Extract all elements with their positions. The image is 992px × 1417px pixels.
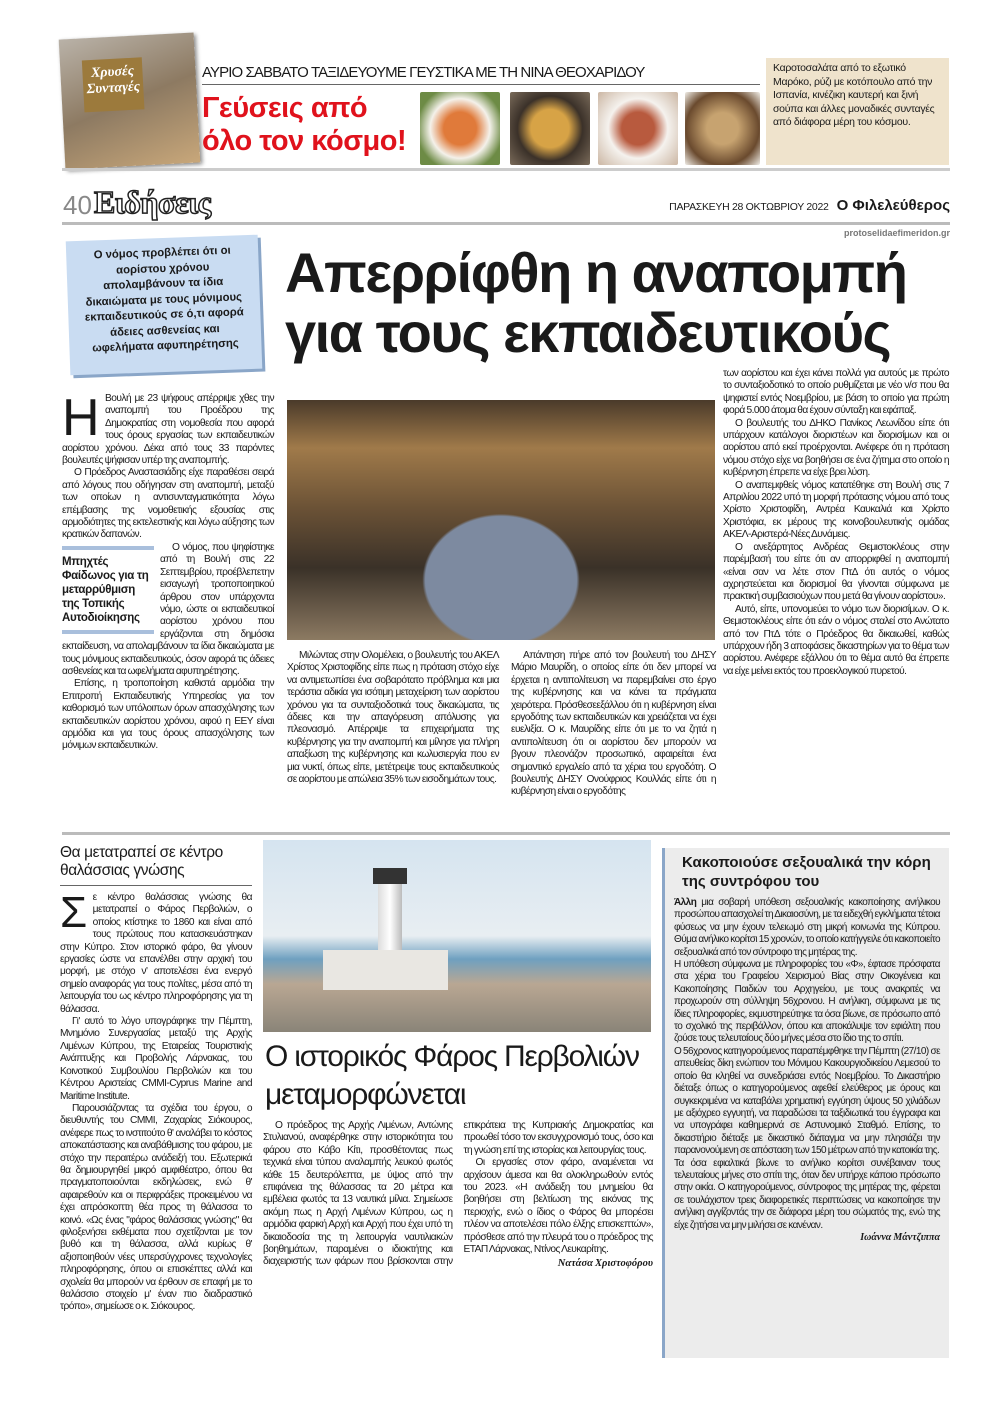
main-headline-line2: για τους εκπαιδευτικούς bbox=[285, 301, 891, 364]
paragraph: Οι εργασίες στον φάρο, αναμένεται να αρχίσουν άμεσα και θα ολοκληρωθούν εντός του 2023. «Η ανάδειξη του μνημείου θα βοηθήσει στη βελτίωση της εικόνας της περιοχής, ενώ ο ίδιος ο Φάρος θα μπορέσει πλέον να αποτελέσει πόλο έλξης επισκεπτών», πρόσθεσε από την πλευρά του ο πρόεδρος της ΕΤΑΠ Λάρνακας, Ντίνος Λευκαρίτης. bbox=[463, 1157, 653, 1256]
banner-headline bbox=[202, 92, 406, 158]
main-article-column-1 bbox=[62, 389, 274, 753]
paragraph: Επίσης, η τροποποίηση καθιστά αρμόδια την Επιτροπή Εκπαιδευτικής Υπηρεσίας για τον καθορισμό των υπόλοιπων όρων απασχόλησης των εκπαιδευτικών αορίστου χρόνου, αφού η ΕΕΥ είναι αρμόδια και για τους όρους απασχόλησης των μόνιμων εκπαιδευτικών. bbox=[62, 678, 274, 752]
issue-date: ΠΑΡΑΣΚΕΥΗ 28 ΟΚΤΩΒΡΙΟΥ 2022 bbox=[669, 201, 829, 213]
banner-divider bbox=[62, 168, 950, 171]
pullquote: Ο νόμος προβλέπει ότι οι αορίστου χρόνου απολαμβάνουν τα ίδια δικαιώματα με τους μόνιμους εκπαιδευτικούς σε ό,τι αφορά άδειες ασθενείας και ωφελήματα αφυπηρέτησης bbox=[66, 235, 263, 376]
lighthouse-photo bbox=[263, 840, 651, 1032]
lighthouse-column-1 bbox=[60, 888, 252, 1314]
lighthouse-headline: Ο ιστορικός Φάρος Περβολιών μεταμορφώνεται bbox=[265, 1040, 639, 1111]
magazine-cover-title: Χρυσές Συνταγές bbox=[82, 57, 145, 112]
abuse-body bbox=[674, 897, 940, 1244]
header-rule bbox=[62, 222, 950, 225]
food-photo-soup bbox=[598, 92, 678, 165]
lead-word: Άλλη bbox=[674, 897, 697, 908]
main-article-column-3 bbox=[511, 650, 716, 799]
lighthouse-middle bbox=[263, 840, 653, 1271]
lighthouse-left-column bbox=[60, 844, 252, 1314]
paragraph: Η υπόθεση σύμφωνα με πληροφορίες του «Φ», έφτασε πρόσφατα στα χέρια του Γραφείου Χειρισμού Βίας στην Οικογένεια και Κακοποίησης Παιδιών του Αρχηγείου, με τους ανακριτές να προχωρούν στη σύλληψη 56χρονου. Η ανήλικη, σύμφωνα με τις ίδιες πληροφορίες, εκμυστηρεύτηκε τα όσα βίωνε, σε πρόσωπο από το σχολικό της περιβάλλον, όπου και αποκάλυψε τον εφιάλτη που ζούσε τους τελευταίους δύο μήνες μέσα στο ίδιο της το σπίτι. bbox=[674, 959, 940, 1045]
lighthouse-byline: Νατάσα Χριστοφόρου bbox=[557, 1258, 653, 1270]
magazine-cover-image bbox=[59, 33, 201, 170]
banner-kicker: ΑΥΡΙΟ ΣΑΒΒΑΤΟ ΤΑΞΙΔΕΥΟΥΜΕ ΓΕΥΣΤΙΚΑ ΜΕ ΤΗ ΝΙΝΑ ΘΕΟΧΑΡΙΔΟΥ bbox=[202, 64, 760, 85]
abuse-byline: Ιωάννα Μάντζιππα bbox=[860, 1231, 940, 1243]
section-divider bbox=[62, 832, 950, 835]
main-headline bbox=[285, 243, 906, 363]
paragraph: Ο Πρόεδρος Αναστασιάδης είχε παραθέσει σειρά από λόγους που οδήγησαν στη αναπομπή, μεταξύ των οποίων η αντισυνταγματικότητα λόγω επέμβασης της νομοθετικής εξουσίας στις αρμοδιότητες της εκτελεστικής και λόγω αύξησης των κρατικών δαπανών. bbox=[62, 467, 274, 541]
paragraph: Ο πρόεδρος της Αρχής Λιμένων, Αντώνης Στυλιανού, αναφέρθηκε στην ιστορικότητα του φάρου στο Κάβο Κίτι, προσθέτοντας πως τεχνικά είναι τύπου αναλαμπής λευκού φωτός κάθε 15 δευτερόλεπτα, με ύψος από την επιφάνεια της θάλασσας τα 20 μέτρα και εμβέλεια φωτός τα 13 ναυτικά μίλια. Σημείωσε ακόμη πως η Αρχή Λιμένων Κύπρου, ως η αρμόδια φαρική Αρχή και Αρχή που έχει υπό τη δικαιοδοσία της τη λειτουργία ναυτιλιακών βοηθημάτων, παραμένει ο ιδιοκτήτης και διαχειριστής των φάρων που βρίσκονται στην επικράτεια της Κυπριακής Δημοκρατίας και προωθεί τόσο τον εκσυγχρονισμό τους, όσο και τη γνώση επί της ιστορίας και λειτουργίας τους. bbox=[263, 1120, 653, 1268]
dropcap: Η bbox=[62, 389, 100, 447]
food-photo-casserole bbox=[685, 92, 760, 165]
paragraph: Ο ανεξάρτητος Ανδρέας Θεμιστοκλέους στην παρέμβασή του είπε ότι αν απορριφθεί η αναπομπή «είναι σαν να λέτε στον ΠτΔ ότι αυτός ο νόμος αχρηστεύεται και διορισμοί θα γίνονται σύμφωνα με πρακτική συμβασιούχων που μετά θα γίνουν αορίστου». bbox=[723, 541, 949, 603]
banner-headline-line2: όλο τον κόσμο! bbox=[202, 125, 407, 157]
related-article-link[interactable]: Μπηχτές Φαίδωνος για τη μεταρρύθμιση της Τοπικής Αυτοδιοίκησης bbox=[62, 546, 154, 634]
banner-promo-text: Καροτοσαλάτα από το εξωτικό Μαρόκο, ρύζι με κοτόπουλο από την Ισπανία, κινέζικη καυτερή και ξινή σούπα και άλλες μοναδικές συνταγές από διάφορα μέρη του κόσμου. bbox=[766, 58, 949, 165]
paragraph: Ο νόμος, που ψηφίστηκε από τη Βουλή στις 22 Σεπτεμβρίου, προέβλεπετην εισαγωγή τροποποιητικού άρθρου στον υπάρχοντα νόμο, ώστε οι εκπαιδευτικοί αορίστου χρόνου που εργάζονται στη δημόσια εκπαίδευση, να απολαμβάνουν τα ίδια δικαιώματα με τους μόνιμους εκπαιδευτικούς, όσον αφορά τις άδειες ασθενείας και τα ωφελήματα αφυπηρέτησης. bbox=[62, 541, 274, 677]
watermark: protoselidaefimeridon.gr bbox=[843, 228, 950, 238]
paragraph: ε κέντρο θαλάσσιας γνώσης θα μετατραπεί ο Φάρος Περβολιών, ο οποίος κτίστηκε το 1860 και είναι από τους πρώτους που κατασκευάστηκαν στην Κύπρο. Στον ιστορικό φάρο, θα γίνουν εργασίες ώστε να επανέλθει στην αρχική του μορφή, με στόχο ν' αποτελέσει ένα ενεργό σημείο αναφοράς για τους πολίτες, μέσα από τη λειτουργία του ως κέντρο πληροφόρησης για τη θάλασσα. bbox=[60, 892, 252, 1015]
main-article-column-2 bbox=[287, 650, 499, 786]
main-article-column-4 bbox=[723, 368, 949, 678]
paragraph: Ο αναπεμφθείς νόμος κατατέθηκε στη Βουλή στις 7 Απριλίου 2022 υπό τη μορφή πρότασης νόμου από τους Χρίστο Χριστοφίδη, Αντρέα Καυκαλιά και Χρίστο Χριστόφια, εκ μέρους της κοινοβουλευτικής ομάδας ΑΚΕΛ-Αριστερά-Νέες Δυνάμεις. bbox=[723, 479, 949, 541]
paragraph: Γι' αυτό το λόγο υπογράφηκε την Πέμπτη, Μνημόνιο Συνεργασίας μεταξύ της Αρχής Λιμένων Κύπρου, της Εταιρείας Τουριστικής Ανάπτυξης και Προβολής Λάρνακας, του Κοινοτικού Συμβουλίου Περβολιών και του Κέντρου Αριστείας CMMI-Cyprus Marine and Maritime Institute. bbox=[60, 1016, 252, 1102]
banner-headline-line1: Γεύσεις από bbox=[202, 92, 368, 124]
lighthouse-columns-2-3 bbox=[263, 1120, 653, 1271]
paragraph: Ο βουλευτής του ΔΗΚΟ Πανίκος Λεωνίδου είπε ότι υπάρχουν κατάλογοι διοριστέων και διορισίμων και οι αορίστου από εκεί προέρχονται. Ανέφερε ότι η πρόταση νόμου στόχο είχε να βοηθήσει σε ένα ζήτημα στο οποίο η κυβέρνηση έπρεπε να είχε βρει λύση. bbox=[723, 417, 949, 479]
paragraph: μια σοβαρή υπόθεση σεξουαλικής κακοποίησης ανήλικου προσώπου απασχολεί τη Δικαιοσύνη, με τα ειδεχθή εγκλήματα τέτοια φύσεως να μην έχουν τελειωμό στη μικρή κοινωνία της Κύπρου. Θύμα ανήλικο κορίτσι 15 χρονών, το οποίο κατήγγειλε ότι κακοποιείτο σεξουαλικά από τον σύντροφο της μητέρας της. bbox=[674, 897, 940, 958]
abuse-headline: Κακοποιούσε σεξουαλικά την κόρη της συντρόφου του bbox=[682, 854, 931, 890]
paragraph: Μιλώντας στην Ολομέλεια, ο βουλευτής του ΑΚΕΛ Χρίστος Χριστοφίδης είπε πως η πρόταση στόχο είχε να αντιμετωπίσει ένα σοβαρότατο πρόβλημα και μια τεράστια αδικία για ισότιμη μεταχείριση των αορίστου χρόνου για τα συνταξιοδοτικά τους δικαιώματα, τις άδειες και την απαγόρευση απόλυσης για πλεονασμό. Απέρριψε τα επιχειρήματα της κυβέρνησης για την αναπομπή και μίλησε για πλήρη απαξίωση της κυβέρνησης και κωλυσιεργία που εν μια νυκτί, όπως είπε, μετέτρεψε τους εκπαιδευτικούς σε αορίστου με απώλεια 35% των εισοδημάτων τους. bbox=[287, 650, 499, 786]
food-photo-carrot-salad bbox=[420, 92, 500, 165]
paragraph: Απάντηση πήρε από τον βουλευτή του ΔΗΣΥ Μάριο Μαυρίδη, ο οποίος είπε ότι δεν μπορεί να έρχεται η αντιπολίτευση να παρεμβαίνει στο έργο της κυβέρνησης και να κάνει τα πράγματα χειρότερα. Πρόσθεσεεξάλλου ότι η κυβέρνηση είναι εργοδότης των εκπαιδευτικών και χρειάζεται να έχει ευελιξία. Ο κ. Μαυρίδης είπε ότι με το να ζητά η αντιπολίτευση ότι οι αορίστου δεν μπορούν να βγουν πλεονάζον προσωπικό, αφαιρείται ένα σημαντικό εργαλείο από τα χέρια του εργοδότη. Ο βουλευτής ΔΗΣΥ Ονούφριος Κουλλάς είπε ότι η κυβέρνηση είναι ο εργοδότης bbox=[511, 650, 716, 798]
paragraph: Ο 56χρονος κατηγορούμενος παραπέμφθηκε την Πέμπτη (27/10) σε απευθείας δίκη ενώπιον του Μόνιμου Κακουργιοδικείου Λεμεσού το οποίο θα κληθεί να συνεδριάσει εντός Νοεμβρίου. Το Δικαστήριο διέταξε όπως ο κατηγορούμενος αφεθεί ελεύθερος με όρους και συγκεκριμένα να καταβάλει χρηματική εγγύηση ύψους 50 χιλιάδων με αξιόχρεο εγγυητή, να παραδώσει τα ταξιδιωτικά του έγγραφα και να υπογράφει καθημερινά σε Αστυνομικό Σταθμό. Επίσης, το δικαστήριο διέταξε με δικαστικό διάταγμα να μην πλησιάζει την παρανονούμενη σε απόσταση των 150 μέτρων από την κατοικία της. bbox=[674, 1045, 940, 1157]
food-photo-paella bbox=[510, 92, 590, 165]
section-title: Ειδήσεις bbox=[94, 184, 211, 220]
parliament-photo bbox=[287, 400, 715, 640]
abuse-article-box bbox=[662, 848, 949, 1358]
main-headline-line1: Απερρίφθη η αναπομπή bbox=[285, 241, 907, 304]
paragraph: Βουλή με 23 ψήφους απέρριψε χθες την αναπομπή του Προέδρου της Δημοκρατίας στη νομοθεσία που αφορά τους όρους εργασίας των εκπαιδευτικών αορίστου χρόνου. Δέκα από τους 33 παρόντες βουλευτές ψήφισαν υπέρ της αναπομπής. bbox=[62, 393, 274, 467]
page-number: 40 bbox=[63, 190, 92, 220]
paragraph: Παρουσιάζοντας τα σχέδια του έργου, ο διευθυντής του CMMI, Ζαχαρίας Σιόκουρος, ανέφερε πως το ινστιτούτο θ' αναλάβει το κόστος αποκατάστασης και αναβάθμισης του φάρου, με στόχο την περαιτέρω ανάδειξή του. Εξωτερικά θα δημιουργηθεί μικρό αμφιθέατρο, όπου θα πραγματοποιούνται εκδηλώσεις, ενώ θ' αφαιρεθούν και οι περιφράξεις προκειμένου να έχει απρόσκοπτη θέα προς τη θάλασσα το κοινό. «Ως ένας "φάρος θαλάσσιας γνώσης" θα φιλοξενήσει εκθέματα που σχετίζονται με τον βυθό και τη θάλασσα, αλλά κυρίως θ' αξιοποιηθούν νέες υπερσύγχρονες τεχνολογίες πληροφόρησης, όπου οι επισκέπτες αλλά και σχολεία θα μπορούν να έρθουν σε επαφή με το θαλάσσιο στοιχείο μ' έναν πιο διαδραστικό τρόπο», σημείωσε ο κ. Σιόκουρος. bbox=[60, 1102, 252, 1313]
header-right bbox=[669, 197, 950, 214]
paragraph: των αορίστου και έχει κάνει πολλά για αυτούς με πρώτο το συνταξιοδοτικό το οποίο ρυθμίζεται με νέο ν/σ που θα ψηφιστεί εντός Νοεμβρίου, με βάση το οποίο για πρώτη φορά 5.000 άτομα θα έχουν σύνταξη και εφάπαξ. bbox=[723, 368, 949, 417]
paragraph: Τα όσα εφιαλτικά βίωνε το ανήλικο κορίτσι συνέβαιναν τους τελευταίους μήνες στο σπίτι της, όταν δεν υπήρχε κάποιο πρόσωπο στην οικία. Ο κατηγορούμενος, σύντροφος της μητέρας της, φέρεται σε τουλάχιστον τρεις διαφορετικές περιπτώσεις να κακοποίησε την ανήλικη αγγίζοντάς την σε διάφορα μέρη του σώματός της, ενώ της είχε ζητήσει να μην μιλήσει σε κανέναν. bbox=[674, 1157, 940, 1231]
dropcap: Σ bbox=[60, 888, 87, 937]
newspaper-name: Ο Φιλελεύθερος bbox=[836, 197, 950, 214]
paragraph: Αυτό, είπε, υπονομεύει το νόμο των διορισίμων. Ο κ. Θεμιστοκλέους είπε ότι εάν ο νόμος σταλεί στο Ανώτατο από τον ΠτΔ τότε ο Πρόεδρος θα δικαιωθεί, καθώς υπάρχουν ήδη 3 αποφάσεις δικαστηρίων για το θέμα των αορίστου. Ανέφερε εξάλλου ότι το θέμα αυτό θα έπρεπε να είχε μείνει εκτός του προεκλογικού πυρετού. bbox=[723, 603, 949, 677]
lighthouse-kicker: Θα μετατραπεί σε κέντρο θαλάσσιας γνώσης bbox=[60, 844, 252, 886]
